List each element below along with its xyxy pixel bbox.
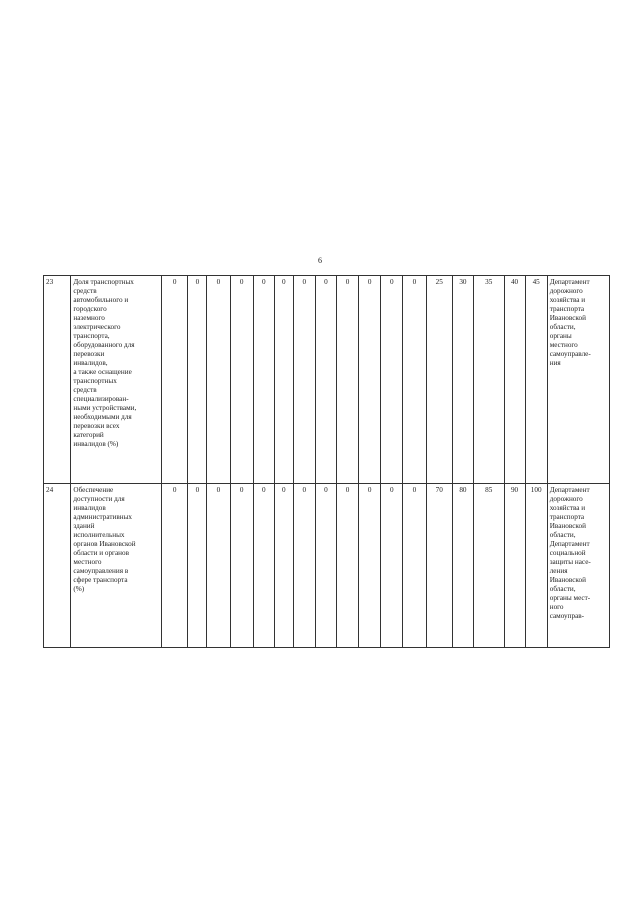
responsible-bodies bbox=[547, 276, 609, 484]
responsible-line: дорожного bbox=[549, 287, 583, 295]
value-cell: 0 bbox=[230, 276, 253, 484]
responsible-line: транспорта bbox=[549, 513, 585, 521]
description-line: перевозки всех bbox=[73, 422, 120, 430]
indicator-description bbox=[71, 276, 162, 484]
value-cell: 0 bbox=[359, 484, 381, 648]
description-line: специализирован- bbox=[73, 395, 129, 403]
description-line: Доля транспортных bbox=[73, 278, 134, 286]
description-line: транспорта, bbox=[73, 332, 110, 340]
responsible-line: Ивановской bbox=[549, 576, 586, 584]
responsible-line: дорожного bbox=[549, 495, 583, 503]
responsible-line: самоуправле- bbox=[549, 350, 591, 358]
description-line: автомобильного и bbox=[73, 296, 129, 304]
description-line: инвалидов bbox=[73, 504, 106, 512]
indicators-table bbox=[43, 275, 610, 648]
value-cell: 0 bbox=[207, 276, 230, 484]
description-line: самоуправления в bbox=[73, 567, 129, 575]
responsible-line: самоуправ- bbox=[549, 612, 585, 620]
description-line: инвалидов (%) bbox=[73, 440, 119, 448]
responsible-line: органы bbox=[549, 332, 572, 340]
value-cell: 0 bbox=[381, 276, 403, 484]
value-cell: 0 bbox=[188, 484, 207, 648]
description-line: электрического bbox=[73, 323, 121, 331]
value-cell: 0 bbox=[403, 484, 426, 648]
value-cell: 30 bbox=[452, 276, 473, 484]
responsible-line: Департамент bbox=[549, 486, 590, 494]
responsible-line: Ивановской bbox=[549, 314, 586, 322]
description-line: городского bbox=[73, 305, 107, 313]
value-cell: 0 bbox=[274, 276, 293, 484]
description-line: (%) bbox=[73, 585, 85, 593]
responsible-line: хозяйства и bbox=[549, 296, 586, 304]
value-cell: 90 bbox=[504, 484, 525, 648]
page-number: 6 bbox=[318, 256, 322, 265]
value-cell: 0 bbox=[253, 484, 274, 648]
value-cell: 85 bbox=[473, 484, 504, 648]
description-line: инвалидов, bbox=[73, 359, 108, 367]
description-line: категорий bbox=[73, 431, 104, 439]
description-line: органов Ивановской bbox=[73, 540, 136, 548]
responsible-line: Департамент bbox=[549, 540, 590, 548]
value-cell: 0 bbox=[293, 484, 315, 648]
responsible-line: области, bbox=[549, 323, 576, 331]
description-line: исполнительных bbox=[73, 531, 125, 539]
responsible-line: Департамент bbox=[549, 278, 590, 286]
description-line: а также оснащение bbox=[73, 368, 132, 376]
row-index: 24 bbox=[44, 484, 71, 648]
description-line: местного bbox=[73, 558, 102, 566]
value-cell: 80 bbox=[452, 484, 473, 648]
value-cell: 35 bbox=[473, 276, 504, 484]
responsible-line: Ивановской bbox=[549, 522, 586, 530]
table-row bbox=[44, 484, 610, 648]
value-cell: 0 bbox=[207, 484, 230, 648]
description-line: средств bbox=[73, 287, 97, 295]
value-cell: 25 bbox=[426, 276, 452, 484]
responsible-line: области, bbox=[549, 531, 576, 539]
value-cell: 70 bbox=[426, 484, 452, 648]
description-line: транспортных bbox=[73, 377, 117, 385]
value-cell: 0 bbox=[162, 276, 188, 484]
value-cell: 0 bbox=[381, 484, 403, 648]
value-cell: 0 bbox=[253, 276, 274, 484]
responsible-line: хозяйства и bbox=[549, 504, 586, 512]
description-line: ными устройствами, bbox=[73, 404, 137, 412]
value-cell: 0 bbox=[315, 276, 336, 484]
description-line: сфере транспорта bbox=[73, 576, 128, 584]
value-cell: 40 bbox=[504, 276, 525, 484]
value-cell: 100 bbox=[525, 484, 547, 648]
value-cell: 0 bbox=[403, 276, 426, 484]
value-cell: 45 bbox=[525, 276, 547, 484]
responsible-line: местного bbox=[549, 341, 578, 349]
responsible-line: области, bbox=[549, 585, 576, 593]
description-line: доступности для bbox=[73, 495, 125, 503]
description-line: области и органов bbox=[73, 549, 130, 557]
description-line: административных bbox=[73, 513, 132, 521]
responsible-line: социальной bbox=[549, 549, 586, 557]
description-line: наземного bbox=[73, 314, 105, 322]
description-line: Обеспечение bbox=[73, 486, 114, 494]
value-cell: 0 bbox=[336, 484, 358, 648]
value-cell: 0 bbox=[359, 276, 381, 484]
responsible-line: ния bbox=[549, 359, 561, 367]
row-index: 23 bbox=[44, 276, 71, 484]
responsible-line: ления bbox=[549, 567, 568, 575]
value-cell: 0 bbox=[336, 276, 358, 484]
table-row bbox=[44, 276, 610, 484]
responsible-line: транспорта bbox=[549, 305, 585, 313]
value-cell: 0 bbox=[188, 276, 207, 484]
value-cell: 0 bbox=[162, 484, 188, 648]
value-cell: 0 bbox=[293, 276, 315, 484]
description-line: оборудованного для bbox=[73, 341, 135, 349]
description-line: зданий bbox=[73, 522, 95, 530]
responsible-line: защиты насе- bbox=[549, 558, 591, 566]
description-line: необходимыми для bbox=[73, 413, 132, 421]
indicator-description bbox=[71, 484, 162, 648]
value-cell: 0 bbox=[315, 484, 336, 648]
value-cell: 0 bbox=[230, 484, 253, 648]
description-line: средств bbox=[73, 386, 97, 394]
value-cell: 0 bbox=[274, 484, 293, 648]
description-line: перевозки bbox=[73, 350, 105, 358]
responsible-line: органы мест- bbox=[549, 594, 591, 602]
responsible-line: ного bbox=[549, 603, 564, 611]
responsible-bodies bbox=[547, 484, 609, 648]
